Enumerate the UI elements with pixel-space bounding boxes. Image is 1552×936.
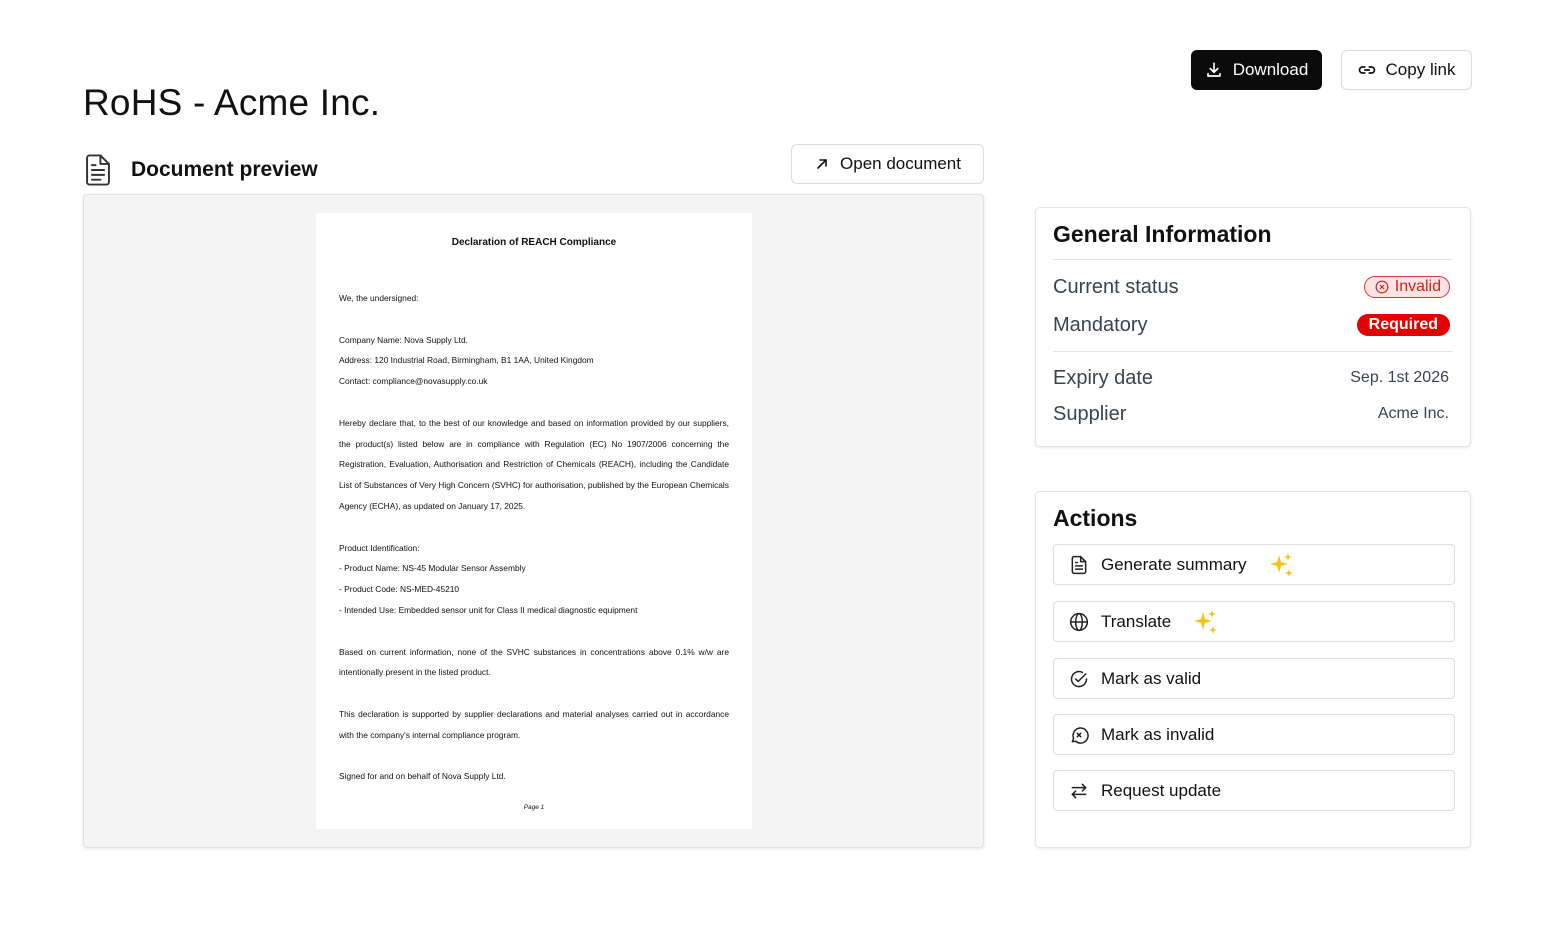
page-title: RoHS - Acme Inc. [83, 82, 381, 123]
file-text-icon [1069, 555, 1089, 575]
supplier-label: Supplier [1053, 402, 1127, 425]
mandatory-label: Mandatory [1053, 313, 1148, 336]
required-badge: Required [1357, 314, 1450, 336]
sparkles-icon [1191, 608, 1219, 636]
link-icon [1358, 61, 1376, 79]
download-button-label: Download [1232, 60, 1309, 79]
generate-summary-button[interactable] [1053, 544, 1455, 585]
actions-title: Actions [1053, 505, 1138, 531]
request-update-label: Request update [1101, 780, 1222, 800]
translate-button[interactable] [1053, 601, 1455, 642]
divider [1053, 259, 1453, 260]
translate-label: Translate [1101, 611, 1172, 631]
general-information-card [1035, 207, 1471, 447]
document-contact: Contact: compliance@novasupply.co.uk [339, 376, 488, 387]
arrows-swap-icon [1069, 781, 1089, 801]
document-product-heading: Product Identification: [339, 542, 420, 553]
supplier-value: Acme Inc. [1377, 405, 1449, 422]
current-status-row [1053, 275, 1450, 299]
document-support-statement: This declaration is supported by supplier declarations and material analyses carried out in accordance with the company's internal compliance program. [339, 708, 729, 740]
actions-card [1035, 491, 1471, 848]
document-preview-panel[interactable] [83, 194, 984, 848]
mark-as-valid-label: Mark as valid [1101, 668, 1202, 688]
document-product-code: - Product Code: NS-MED-45210 [339, 584, 460, 595]
document-product-name: - Product Name: NS-45 Modular Sensor Assembly [339, 563, 526, 574]
document-preview-header [83, 150, 318, 190]
document-page-number: Page 1 [523, 804, 545, 811]
arrow-up-right-icon [814, 156, 830, 172]
current-status-label: Current status [1053, 275, 1179, 298]
mark-as-valid-button[interactable] [1053, 658, 1455, 699]
file-text-icon [83, 153, 113, 187]
expiry-date-row [1053, 366, 1449, 390]
download-icon [1205, 61, 1223, 79]
expiry-date-label: Expiry date [1053, 366, 1154, 389]
open-document-button[interactable] [791, 144, 984, 184]
mark-as-invalid-button[interactable] [1053, 714, 1455, 755]
general-information-title: General Information [1053, 221, 1272, 247]
download-button[interactable] [1191, 50, 1322, 90]
check-circle-icon [1069, 669, 1089, 689]
copy-link-button[interactable] [1341, 50, 1472, 90]
sparkles-icon [1267, 551, 1295, 579]
status-badge [1364, 276, 1450, 298]
document-intended-use: - Intended Use: Embedded sensor unit for Class II medical diagnostic equipment [339, 604, 638, 615]
supplier-row [1053, 402, 1449, 426]
document-signature: Signed for and on behalf of Nova Supply Ltd. [339, 771, 506, 782]
document-preview-title: Document preview [131, 158, 318, 181]
globe-icon [1069, 612, 1089, 632]
mandatory-row [1053, 313, 1450, 337]
mark-as-invalid-label: Mark as invalid [1101, 724, 1215, 744]
open-document-button-label: Open document [840, 154, 961, 173]
x-circle-icon [1375, 280, 1389, 294]
document-intro: We, the undersigned: [339, 293, 419, 303]
generate-summary-label: Generate summary [1101, 554, 1247, 574]
document-declaration: Hereby declare that, to the best of our knowledge and based on information provided by our suppliers, the product(s) listed below are in compliance with Regulation (EC) No 1907/2006 concerning the Registration, Evaluation, Authorisation and Restriction of Chemicals (REACH), including the Candidate List of Substances of Very High Concern (SVHC) for authorisation, published by the European Chemicals Agency (ECHA), as updated on January 17, 2025. [339, 417, 729, 511]
document-company-name: Company Name: Nova Supply Ltd. [339, 334, 468, 345]
copy-link-button-label: Copy link [1385, 60, 1456, 79]
divider [1053, 351, 1453, 352]
request-update-button[interactable] [1053, 770, 1455, 811]
expiry-date-value: Sep. 1st 2026 [1350, 369, 1449, 386]
message-x-icon [1069, 725, 1089, 745]
status-badge-label: Invalid [1394, 278, 1441, 295]
document-title: Declaration of REACH Compliance [451, 237, 617, 248]
document-page [316, 213, 752, 829]
document-address: Address: 120 Industrial Road, Birmingham, B1 1AA, United Kingdom [339, 355, 594, 366]
document-svhc-statement: Based on current information, none of the SVHC substances in concentrations above 0.1% w/w are intentionally present in the listed product. [339, 646, 729, 678]
